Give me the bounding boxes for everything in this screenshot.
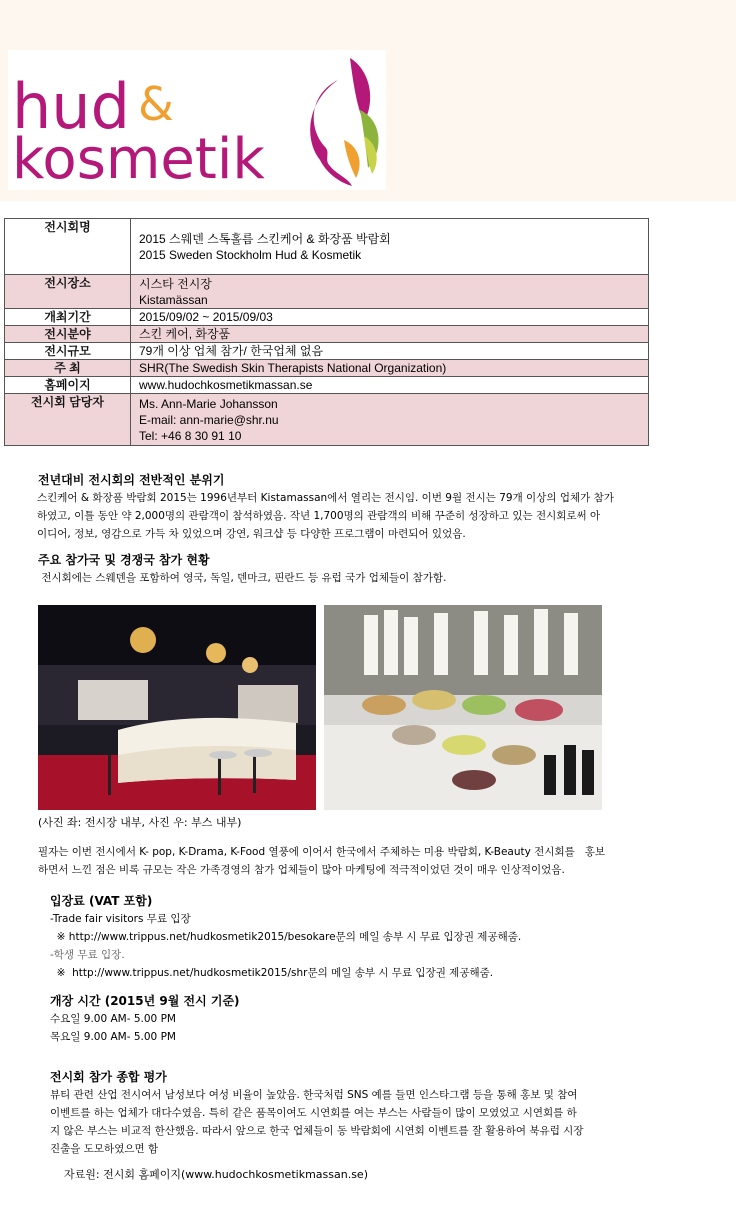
homepage-link[interactable]: www.hudochkosmetikmassan.se [131, 377, 649, 394]
section-participants [38, 552, 734, 587]
section-title: 전년대비 전시회의 전반적인 분위기 [38, 473, 225, 487]
section-impression [38, 843, 736, 879]
table-row [5, 360, 649, 377]
row-value-line: Kistamässan [139, 292, 208, 307]
body-line: 수요일 9.00 AM- 5.00 PM [50, 1013, 176, 1025]
body-line: 목요일 9.00 AM- 5.00 PM [50, 1031, 176, 1043]
row-value-line: 2015 Sweden Stockholm Hud & Kosmetik [139, 247, 362, 262]
row-label: 주 최 [5, 360, 131, 377]
row-label: 개최기간 [5, 309, 131, 326]
table-row [5, 219, 649, 275]
table-row [5, 309, 649, 326]
photo-booth-interior [324, 605, 602, 810]
row-label: 전시분야 [5, 326, 131, 343]
body-line: -학생 무료 입장. [50, 949, 125, 961]
row-value: SHR(The Swedish Skin Therapists National Organization) [131, 360, 649, 377]
body-line: 진출을 도모하였으면 함 [50, 1143, 159, 1155]
body-line: 스킨케어 & 화장품 박람회 2015는 1996년부터 Kistamassan에서 열리는 전시임. 이번 9월 전시는 79개 이상의 업체가 참가 [37, 492, 614, 504]
section-body: 전시회에는 스웨덴을 포함하여 영국, 독일, 덴마크, 핀란드 등 유럽 국가 업체들이 참가함. [38, 572, 447, 584]
section-body [50, 910, 730, 982]
hud-kosmetik-logo [8, 50, 386, 190]
trippus-link-shr[interactable]: ※ http://www.trippus.net/hudkosmetik2015/shr문의 메일 송부 시 무료 입장권 제공해줌. [50, 967, 494, 979]
body-line: 필자는 이번 전시에서 K- pop, K-Drama, K-Food 열풍에 이어서 한국에서 주체하는 미용 박람회, K-Beauty 전시회를 홍보 [38, 846, 606, 858]
body-line: 지 않은 부스는 비교적 한산했음. 따라서 앞으로 한국 업체들이 동 박람회에 시연회 이벤트를 잘 활용하여 북유럽 시장 [50, 1125, 584, 1137]
body-line: 이벤트를 하는 업체가 대다수였음. 특히 같은 품목이여도 시연회를 여는 부스는 사람들이 많이 모였었고 시연회를 하 [50, 1107, 577, 1119]
body-line: -Trade fair visitors 무료 입장 [50, 913, 191, 925]
row-label: 홈페이지 [5, 377, 131, 394]
table-row [5, 275, 649, 309]
photo-exhibition-hall [38, 605, 316, 810]
body-line: 뷰티 관련 산업 전시여서 남성보다 여성 비율이 높았음. 한국처럼 SNS 예를 들면 인스타그램 등을 통해 홍보 및 참여 [50, 1089, 578, 1101]
row-value: 스킨 케어, 화장품 [131, 326, 649, 343]
row-value-line: Tel: +46 8 30 91 10 [139, 428, 242, 443]
row-value-line: 시스타 전시장 [139, 276, 212, 291]
section-body [50, 1086, 736, 1158]
table-row [5, 377, 649, 394]
svg-text:&: & [138, 77, 174, 131]
row-value-line: Ms. Ann-Marie Johansson [139, 396, 278, 411]
section-title: 개장 시간 (2015년 9월 전시 기준) [50, 994, 240, 1008]
svg-text:hud: hud [12, 70, 130, 143]
table-row [5, 343, 649, 360]
section-title: 전시회 참가 종합 평가 [50, 1070, 167, 1084]
row-value [131, 219, 649, 275]
header-banner [0, 0, 736, 201]
row-label: 전시장소 [5, 275, 131, 309]
section-atmosphere [38, 472, 734, 543]
section-body [50, 1010, 730, 1046]
row-value [131, 275, 649, 309]
source-note: 자료원: 전시회 홈페이지(www.hudochkosmetikmassan.se) [64, 1168, 368, 1181]
table-row [5, 394, 649, 446]
photo-caption: (사진 좌: 전시장 내부, 사진 우: 부스 내부) [38, 816, 242, 829]
row-label: 전시회 담당자 [5, 394, 131, 446]
section-hours [50, 993, 730, 1046]
row-label: 전시회명 [5, 219, 131, 275]
section-evaluation [50, 1069, 736, 1158]
table-row [5, 326, 649, 343]
row-label: 전시규모 [5, 343, 131, 360]
row-value: 2015/09/02 ~ 2015/09/03 [131, 309, 649, 326]
body-line: 하면서 느낀 점은 비록 규모는 작은 가족경영의 참가 업체들이 많아 마케팅에 적극적이었던 것이 매우 인상적이었음. [38, 864, 565, 876]
row-value: 79개 이상 업체 참가/ 한국업체 없음 [131, 343, 649, 360]
svg-text:kosmetik: kosmetik [12, 127, 265, 190]
exhibition-info-table [4, 218, 649, 446]
body-line: 이디어, 정보, 영감으로 가득 차 있었으며 강연, 워크샵 등 다양한 프로그램이 마련되어 있었음. [37, 528, 466, 540]
row-value-line: 2015 스웨덴 스톡홀름 스킨케어 & 화장품 박람회 [139, 231, 391, 246]
body-line: 하였고, 이틀 동안 약 2,000명의 관람객이 참석하였음. 작년 1,700명의 관람객의 비해 꾸준히 성장하고 있는 전시회로써 아 [37, 510, 601, 522]
section-title: 입장료 (VAT 포함) [50, 894, 153, 908]
email-link[interactable]: E-mail: ann-marie@shr.nu [139, 412, 279, 427]
face-silhouette-icon [310, 58, 378, 186]
section-title: 주요 참가국 및 경쟁국 참가 현황 [38, 553, 210, 567]
section-admission [50, 893, 730, 982]
section-body [37, 489, 734, 543]
trippus-link-besokare[interactable]: ※ http://www.trippus.net/hudkosmetik2015/besokare문의 메일 송부 시 무료 입장권 제공해줌. [50, 931, 522, 943]
row-value [131, 394, 649, 446]
